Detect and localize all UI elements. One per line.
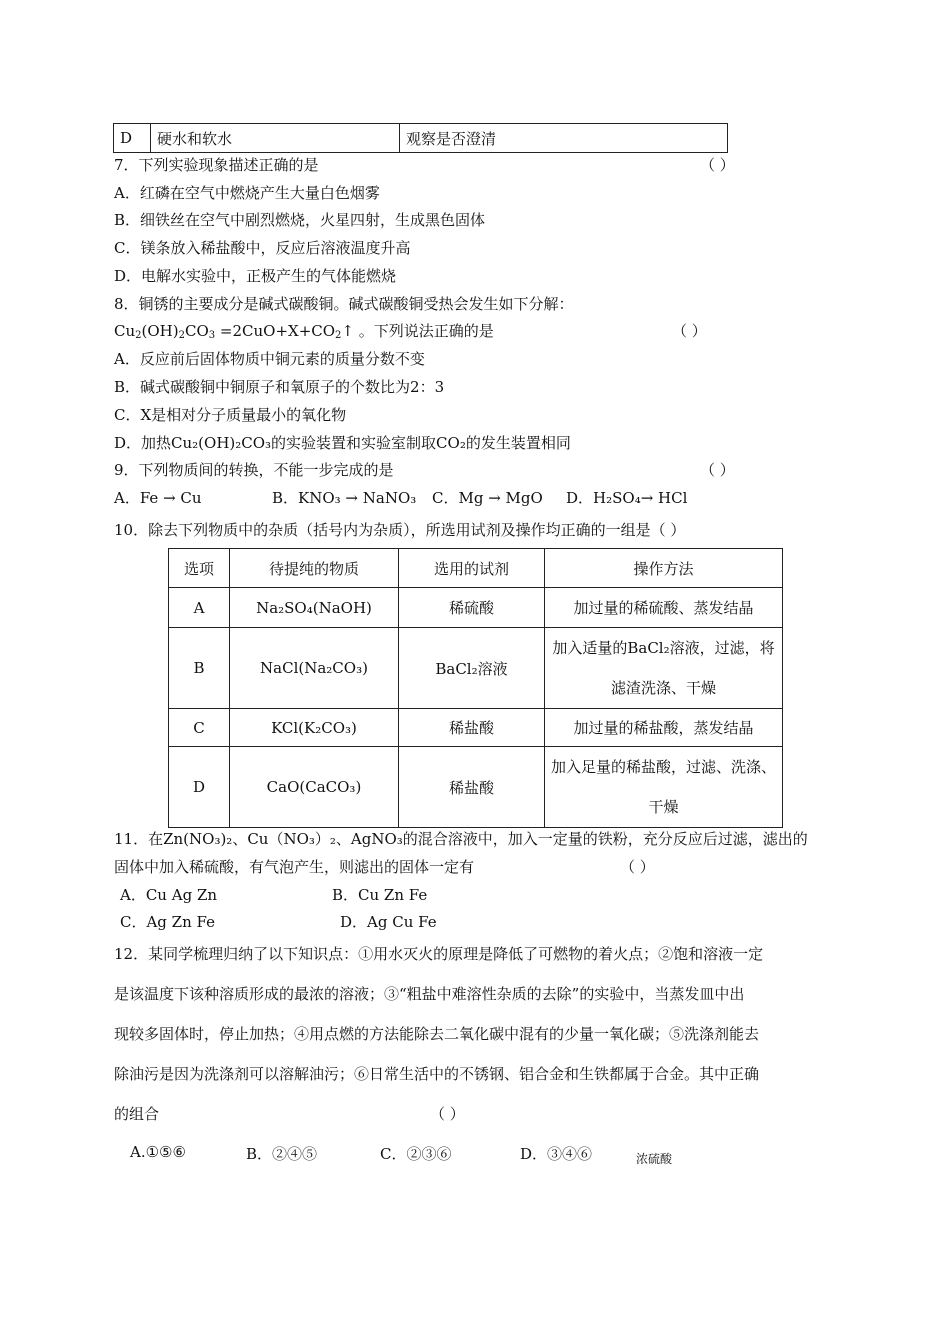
q6-table [113, 123, 728, 153]
q9-option-a: A．Fe → Cu [114, 489, 202, 507]
q12-line5: 的组合 [114, 1105, 160, 1123]
table-cell: 稀硫酸 [399, 588, 545, 628]
table-header-cell: 待提纯的物质 [230, 549, 399, 588]
q12-line2: 是该温度下该种溶质形成的最浓的溶液；③“粗盐中难溶性杂质的去除”的实验中，当蒸发皿中出 [114, 985, 745, 1003]
table-cell: Na₂SO₄(NaOH) [230, 588, 399, 628]
table-cell: D [114, 124, 151, 153]
q7-answer-bracket: （ ） [700, 156, 735, 174]
table-row [169, 628, 783, 709]
q8-answer-bracket: （ ） [672, 322, 707, 340]
q10-table [168, 548, 783, 828]
table-cell: D [169, 747, 230, 828]
q12-line1: 12．某同学梳理归纳了以下知识点：①用水灭火的原理是降低了可燃物的着火点；②饱和溶液一定 [114, 945, 764, 963]
q8-equation-suffix: 。下列说法正确的是 [358, 322, 494, 340]
q12-option-a: A.①⑤⑥ [130, 1143, 186, 1161]
q8-stem: 8．铜锈的主要成分是碱式碳酸铜。碱式碳酸铜受热会发生如下分解： [114, 295, 574, 313]
q8-option-a: A．反应前后固体物质中铜元素的质量分数不变 [114, 350, 425, 368]
q11-stem-line2: 固体中加入稀硫酸，有气泡产生，则滤出的固体一定有 [114, 858, 475, 876]
table-cell: 加入足量的稀盐酸，过滤、洗涤、干燥 [545, 747, 783, 828]
stray-label: 浓硫酸 [636, 1152, 673, 1166]
q8-option-d: D．加热Cu₂(OH)₂CO₃的实验装置和实验室制取CO₂的发生装置相同 [114, 434, 571, 452]
table-cell: C [169, 709, 230, 747]
table-cell: 硬水和软水 [151, 124, 400, 153]
q12-option-c: C．②③⑥ [380, 1145, 452, 1163]
table-cell: B [169, 628, 230, 709]
table-row [169, 709, 783, 747]
q9-option-c: C．Mg → MgO [432, 489, 543, 507]
q12-option-d: D．③④⑥ [520, 1145, 593, 1163]
table-header-cell: 操作方法 [545, 549, 783, 588]
q12-line4: 除油污是因为洗涤剂可以溶解油污；⑥日常生活中的不锈钢、铝合金和生铁都属于合金。其中正确 [114, 1065, 760, 1083]
q9-option-b: B．KNO₃ → NaNO₃ [272, 489, 417, 507]
table-cell: NaCl(Na₂CO₃) [230, 628, 399, 709]
q9-answer-bracket: （ ） [700, 461, 735, 479]
q12-line3: 现较多固体时，停止加热；④用点燃的方法能除去二氧化碳中混有的少量一氧化碳；⑤洗涤剂能去 [114, 1025, 760, 1043]
q12-option-b: B．②④⑤ [246, 1145, 318, 1163]
table-cell: CaO(CaCO₃) [230, 747, 399, 828]
q7-option-c: C．镁条放入稀盐酸中，反应后溶液温度升高 [114, 239, 411, 257]
q8-equation: $Cu_2(OH)_2CO_3$ $=2CuO+X+CO_2↑$ 。下列说法正确的是 [114, 322, 494, 341]
q9-option-d: D．H₂SO₄→ HCl [566, 489, 688, 507]
q7-option-a: A．红磷在空气中燃烧产生大量白色烟雾 [114, 184, 380, 202]
q12-answer-bracket: （ ） [430, 1105, 465, 1123]
q7-option-b: B．细铁丝在空气中剧烈燃烧，火星四射，生成黑色固体 [114, 211, 486, 229]
table-row [114, 124, 728, 153]
table-header-row [169, 549, 783, 588]
q11-option-b: B．Cu Zn Fe [332, 886, 428, 904]
q8-option-c: C．X是相对分子质量最小的氧化物 [114, 406, 347, 424]
table-cell: BaCl₂溶液 [399, 628, 545, 709]
table-cell: 加过量的稀盐酸，蒸发结晶 [545, 709, 783, 747]
table-cell: 稀盐酸 [399, 709, 545, 747]
table-cell: A [169, 588, 230, 628]
q11-option-d: D．Ag Cu Fe [340, 913, 437, 931]
q11-option-a: A．Cu Ag Zn [120, 886, 218, 904]
table-cell: 观察是否澄清 [400, 124, 728, 153]
q7-stem: 7．下列实验现象描述正确的是 [114, 156, 319, 174]
table-row [169, 588, 783, 628]
table-cell: 加过量的稀硫酸、蒸发结晶 [545, 588, 783, 628]
q11-answer-bracket: （ ） [620, 858, 655, 876]
table-row [169, 747, 783, 828]
table-header-cell: 选项 [169, 549, 230, 588]
q10-stem: 10．除去下列物质中的杂质（括号内为杂质），所选用试剂及操作均正确的一组是（ ） [114, 521, 686, 539]
q11-stem-line1: 11．在Zn(NO₃)₂、Cu（NO₃）₂、AgNO₃的混合溶液中，加入一定量的铁粉，充分反应后过滤，滤出的 [114, 830, 808, 848]
q7-option-d: D．电解水实验中，正极产生的气体能燃烧 [114, 267, 397, 285]
table-cell: KCl(K₂CO₃) [230, 709, 399, 747]
q8-option-b: B．碱式碳酸铜中铜原子和氧原子的个数比为2：3 [114, 378, 445, 396]
q11-option-c: C．Ag Zn Fe [120, 913, 215, 931]
q9-stem: 9．下列物质间的转换，不能一步完成的是 [114, 461, 394, 479]
table-cell: 稀盐酸 [399, 747, 545, 828]
table-cell: 加入适量的BaCl₂溶液，过滤，将滤渣洗涤、干燥 [545, 628, 783, 709]
table-header-cell: 选用的试剂 [399, 549, 545, 588]
